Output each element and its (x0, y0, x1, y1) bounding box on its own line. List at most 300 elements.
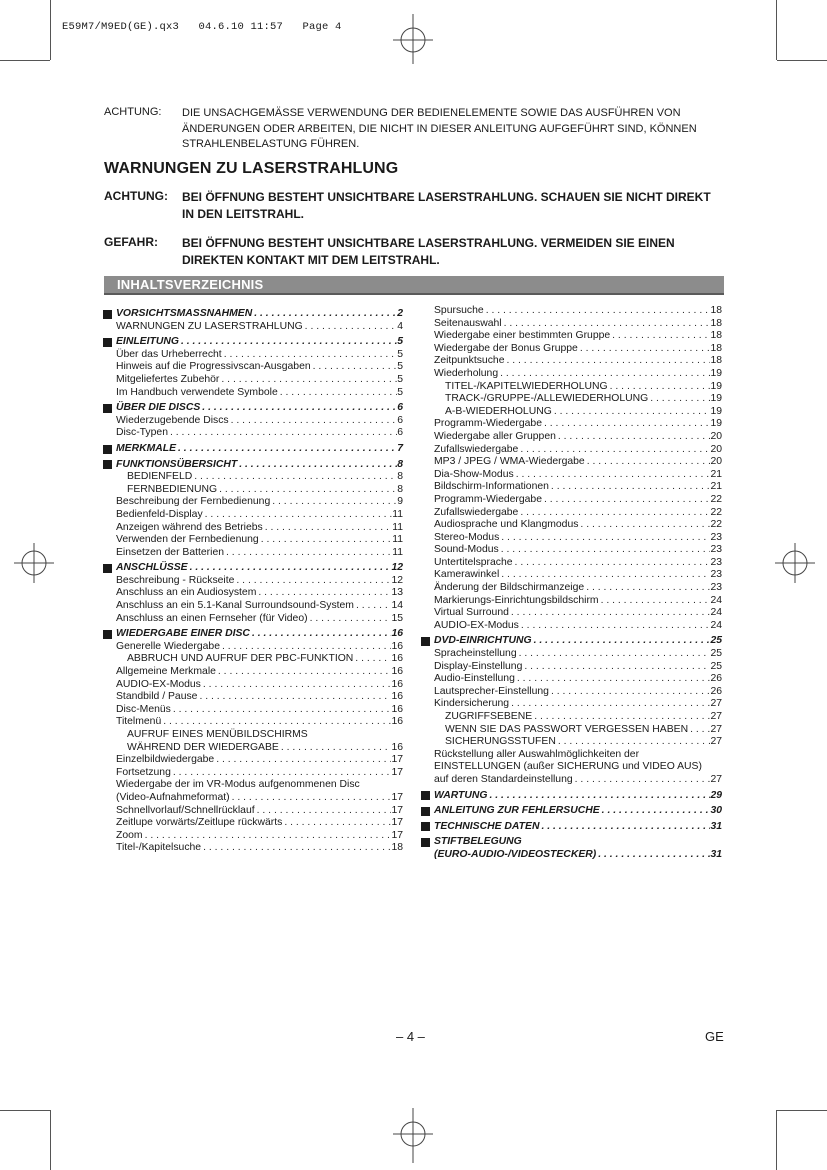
toc-entry-label: Generelle Wiedergabe (116, 640, 220, 652)
toc-entry (421, 507, 722, 520)
toc-entry-page: 17 (391, 829, 403, 841)
toc-entry-label: Im Handbuch verwendete Symbole (116, 386, 278, 398)
toc-entry (103, 349, 403, 362)
toc-section-entry (421, 635, 722, 648)
toc-entry-label: Verwenden der Fernbedienung (116, 534, 259, 546)
toc-entry (103, 575, 403, 588)
toc-entry-page: 22 (710, 519, 722, 531)
toc-entry-label: Standbild / Pause (116, 691, 198, 703)
toc-entry-page: 16 (391, 741, 403, 753)
toc-entry-page: 23 (710, 569, 722, 581)
toc-entry-label: Titelmenü (116, 716, 162, 728)
toc-entry (421, 569, 722, 582)
dot-leader (585, 456, 711, 469)
toc-entry (421, 698, 722, 711)
toc-entry (103, 691, 403, 704)
toc-entry-label: Zeitlupe vorwärts/Zeitlupe rückwärts (116, 817, 283, 829)
dot-leader (217, 484, 397, 497)
toc-entry-page: 16 (391, 691, 403, 703)
toc-entry-label: Wiederzugebende Discs (116, 414, 229, 426)
toc-entry-page: 20 (710, 456, 722, 468)
dot-leader (584, 582, 710, 595)
toc-entry-page: 5 (397, 386, 403, 398)
toc-entry-label: Dia-Show-Modus (434, 468, 514, 480)
toc-entry-label: FUNKTIONSÜBERSICHT (116, 458, 238, 470)
dot-leader (600, 805, 711, 818)
toc-entry-page: 6 (397, 402, 403, 414)
toc-entry-page: 29 (710, 789, 722, 801)
dot-leader (515, 673, 711, 686)
registration-mark-left (14, 543, 54, 583)
dot-leader (161, 716, 391, 729)
toc-entry-page: 24 (710, 619, 722, 631)
bullet-square-icon (103, 564, 112, 573)
toc-entry (421, 532, 722, 545)
dot-leader (608, 381, 711, 394)
toc-entry-label: WÄHREND DER WIEDERGABE (127, 741, 279, 753)
toc-entry-label: Seitenauswahl (434, 317, 502, 329)
toc-entry-page: 19 (710, 393, 722, 405)
dot-leader (578, 519, 710, 532)
toc-section-entry (103, 562, 403, 575)
toc-entry (103, 613, 403, 626)
toc-entry-label: Einsetzen der Batterien (116, 546, 225, 558)
dot-leader (282, 817, 391, 830)
dot-leader (279, 742, 392, 755)
dot-leader (532, 635, 711, 648)
toc-entry-label: Einzelbildwiedergabe (116, 754, 215, 766)
registration-mark-top (393, 14, 433, 64)
toc-entry-page: 25 (710, 648, 722, 660)
toc-section-entry (421, 836, 722, 849)
toc-entry (103, 587, 403, 600)
toc-entry (421, 648, 722, 661)
danger-label: GEFAHR: (104, 235, 158, 249)
toc-entry-label: Lautsprecher-Einstellung (434, 685, 549, 697)
toc-entry-page: 12 (391, 562, 403, 574)
dot-leader (578, 343, 711, 356)
dot-leader (542, 418, 710, 431)
toc-entry-label: Rückstellung aller Auswahlmöglichkeiten der (434, 748, 640, 760)
toc-entry-label: Beschreibung der Fernbedienung (116, 496, 271, 508)
dot-leader (552, 406, 711, 419)
toc-entry-label: ÜBER DIE DISCS (116, 402, 201, 414)
toc-entry (421, 368, 722, 381)
section-title: WARNUNGEN ZU LASERSTRAHLUNG (104, 160, 399, 177)
toc-entry-label: ZUGRIFFSEBENE (445, 711, 533, 722)
dot-leader (518, 444, 710, 457)
toc-entry-label: auf deren Standardeinstellung (434, 773, 573, 785)
dot-leader (203, 509, 393, 522)
dot-leader (610, 330, 710, 343)
toc-entry-label: Mitgeliefertes Zubehör (116, 373, 220, 385)
bullet-square-icon (421, 637, 430, 646)
dot-leader (542, 494, 710, 507)
toc-entry-page: 26 (710, 685, 722, 697)
toc-entry-page: 16 (391, 653, 403, 665)
dot-leader (222, 349, 398, 362)
toc-entry (421, 673, 722, 686)
toc-entry-page: 16 (391, 628, 403, 640)
dot-leader (171, 704, 392, 717)
toc-entry-page: 5 (397, 348, 403, 360)
toc-entry-page: 20 (710, 443, 722, 455)
toc-entry-page: 27 (710, 736, 722, 748)
toc-left-column (103, 305, 403, 855)
bullet-square-icon (103, 404, 112, 413)
dot-leader (171, 767, 392, 780)
toc-entry (421, 686, 722, 699)
toc-entry-page: 16 (391, 703, 403, 715)
toc-entry-label: SICHERUNGSSTUFEN (445, 736, 556, 748)
toc-entry-page: 21 (710, 468, 722, 480)
toc-entry-label: Wiedergabe der im VR-Modus aufgenommenen Disc (116, 779, 360, 791)
toc-entry-label: Sound-Modus (434, 544, 499, 556)
toc-entry (421, 761, 722, 774)
toc-entry-page: 19 (710, 380, 722, 392)
language-code: GE (705, 1029, 724, 1044)
toc-entry-page: 11 (392, 508, 403, 520)
dot-leader (224, 547, 392, 560)
dot-leader (556, 431, 711, 444)
toc-entry-label: Beschreibung - Rückseite (116, 574, 235, 586)
toc-banner (104, 276, 724, 295)
dot-leader (499, 569, 710, 582)
dot-leader (573, 774, 711, 787)
toc-entry (421, 620, 722, 633)
dot-leader (252, 308, 397, 321)
toc-entry-page: 12 (391, 574, 403, 586)
toc-entry (421, 381, 722, 394)
toc-entry-label: EINSTELLUNGEN (außer SICHERUNG und VIDEO AUS) (434, 761, 702, 773)
toc-entry (103, 792, 403, 805)
toc-entry-label: Hinweis auf die Progressivscan-Ausgaben (116, 361, 311, 373)
registration-mark-bottom (393, 1108, 433, 1163)
toc-entry (103, 767, 403, 780)
bullet-square-icon (103, 460, 112, 469)
toc-entry-label: Schnellvorlauf/Schnellrücklauf (116, 804, 255, 816)
toc-entry-page: 13 (391, 587, 403, 599)
toc-entry-label: DVD-EINRICHTUNG (434, 635, 532, 647)
toc-entry-label: Bildschirm-Informationen (434, 481, 549, 493)
toc-entry-page: 17 (391, 754, 403, 766)
dot-leader (688, 724, 710, 737)
toc-entry-page: 27 (710, 723, 722, 735)
toc-entry (103, 374, 403, 387)
toc-entry (421, 557, 722, 570)
toc-section-entry (421, 790, 722, 803)
dot-leader (549, 686, 710, 699)
toc-entry-page: 5 (397, 373, 403, 385)
toc-entry (103, 779, 403, 792)
toc-entry-page: 8 (397, 471, 403, 483)
toc-entry (421, 481, 722, 494)
dot-leader (256, 587, 391, 600)
crop-mark-top-right-h (777, 60, 827, 61)
dot-leader (499, 544, 711, 557)
notice-text: DIE UNSACHGEMÄSSE VERWENDUNG DER BEDIENELEMENTE SOWIE DAS AUSFÜHREN VON ÄNDERUNGEN ODER ARBEITEN, DIE NICHT IN DIESER ANLEITUNG AUFGEFÜHRT SIND, KÖNNEN STRAHLENBELASTUNG FÜHREN. (182, 107, 697, 150)
toc-entry-page: 19 (710, 405, 722, 417)
toc-entry-label: Audio-Einstellung (434, 673, 515, 685)
dot-leader (354, 600, 391, 613)
toc-entry-label: Über das Urheberrecht (116, 348, 222, 360)
dot-leader (201, 842, 391, 855)
toc-entry-label: WENN SIE DAS PASSWORT VERGESSEN HABEN (445, 723, 689, 735)
toc-entry-page: 18 (710, 355, 722, 367)
toc-entry-page: 11 (392, 546, 403, 558)
toc-entry (103, 484, 403, 497)
warning-text: BEI ÖFFNUNG BESTEHT UNSICHTBARE LASERSTRAHLUNG. SCHAUEN SIE NICHT DIREKT IN DEN LEITSTRAHL. (182, 190, 711, 221)
toc-section-entry (421, 805, 722, 818)
toc-section-entry (103, 336, 403, 349)
dot-leader (220, 641, 391, 654)
toc-entry (421, 305, 722, 318)
toc-section-entry (103, 628, 403, 641)
dot-leader (519, 620, 711, 633)
toc-entry (421, 318, 722, 331)
toc-entry-page: 8 (397, 458, 403, 470)
toc-entry (421, 393, 722, 406)
toc-entry (421, 343, 722, 356)
toc-entry-page: 7 (397, 442, 403, 454)
toc-entry-page: 23 (710, 544, 722, 556)
toc-entry-label: Wiedergabe aller Gruppen (434, 430, 556, 442)
crop-mark-bottom-left-v (50, 1110, 51, 1170)
dot-leader (263, 522, 392, 535)
toc-entry-label: Markierungs-Einrichtungsbildschirm (434, 594, 599, 606)
dot-leader (522, 661, 710, 674)
crop-mark-bottom-right-h (777, 1110, 827, 1111)
toc-entry-label: Zeitpunktsuche (434, 355, 505, 367)
dot-leader (648, 393, 710, 406)
toc-entry-page: 18 (710, 317, 722, 329)
toc-entry-label: Stereo-Modus (434, 531, 500, 543)
dot-leader (509, 698, 710, 711)
toc-entry-label: Bedienfeld-Display (116, 508, 203, 520)
toc-entry (103, 522, 403, 535)
toc-entry-label: Programm-Wiedergabe (434, 493, 542, 505)
toc-entry-page: 27 (710, 711, 722, 722)
toc-entry-label: Programm-Wiedergabe (434, 418, 542, 430)
toc-entry (103, 704, 403, 717)
toc-entry-page: 16 (391, 666, 403, 678)
dot-leader (259, 534, 393, 547)
dot-leader (216, 666, 392, 679)
toc-entry-page: 16 (391, 678, 403, 690)
dot-leader (303, 321, 398, 334)
toc-entry-label: (EURO-AUDIO-/VIDEOSTECKER) (434, 848, 597, 860)
toc-entry-page: 18 (710, 305, 722, 316)
toc-section-entry (421, 821, 722, 834)
toc-entry (103, 817, 403, 830)
toc-entry-label: WIEDERGABE EINER DISC (116, 628, 250, 640)
toc-entry-label: Virtual Surround (434, 607, 509, 619)
dot-leader (308, 613, 392, 626)
dot-leader (201, 679, 392, 692)
toc-entry-page: 18 (710, 342, 722, 354)
toc-entry-page: 20 (710, 430, 722, 442)
toc-entry (103, 641, 403, 654)
toc-entry (103, 547, 403, 560)
toc-entry (421, 330, 722, 343)
toc-title: INHALTSVERZEICHNIS (117, 277, 264, 292)
crop-mark-bottom-left-h (0, 1110, 50, 1111)
toc-entry (103, 830, 403, 843)
crop-mark-top-left-v (50, 0, 51, 60)
toc-entry (103, 842, 403, 855)
toc-section-entry (103, 402, 403, 415)
toc-entry (103, 496, 403, 509)
toc-entry (421, 607, 722, 620)
toc-entry (103, 471, 403, 484)
toc-right-column (421, 305, 722, 862)
toc-entry (421, 595, 722, 608)
toc-entry-page: 5 (397, 336, 403, 348)
toc-entry (103, 600, 403, 613)
toc-entry (421, 544, 722, 557)
bullet-square-icon (103, 338, 112, 347)
toc-entry-page: 23 (710, 531, 722, 543)
bullet-square-icon (103, 310, 112, 319)
toc-entry-page: 18 (391, 842, 403, 854)
toc-entry-label: Zufallswiedergabe (434, 506, 519, 518)
toc-entry (421, 749, 722, 762)
dot-leader (549, 481, 711, 494)
toc-entry-page: 25 (710, 660, 722, 672)
toc-entry-label: Zufallswiedergabe (434, 443, 519, 455)
bullet-square-icon (103, 445, 112, 454)
toc-entry-page: 19 (710, 418, 722, 430)
dot-leader (599, 595, 711, 608)
toc-entry-page: 11 (392, 521, 403, 533)
bullet-square-icon (421, 807, 430, 816)
toc-entry-label: TITEL-/KAPITELWIEDERHOLUNG (445, 380, 608, 392)
dot-leader (168, 427, 397, 440)
toc-entry-page: 30 (710, 805, 722, 817)
crop-mark-top-left-h (0, 60, 50, 61)
toc-section-entry (421, 849, 722, 862)
dot-leader (188, 562, 392, 575)
bullet-square-icon (103, 630, 112, 639)
toc-entry (421, 774, 722, 787)
toc-entry (103, 534, 403, 547)
toc-entry-label: Änderung der Bildschirmanzeige (434, 582, 585, 594)
dot-leader (539, 821, 710, 834)
toc-entry-label: TRACK-/GRUPPE-/ALLEWIEDERHOLUNG (445, 393, 649, 405)
toc-entry-page: 17 (391, 804, 403, 816)
toc-entry-label: Disc-Typen (116, 427, 168, 439)
toc-entry-page: 27 (710, 773, 722, 785)
toc-entry (103, 653, 403, 666)
toc-entry-label: Kindersicherung (434, 698, 510, 710)
toc-entry-page: 17 (391, 817, 403, 829)
toc-entry-page: 16 (391, 640, 403, 652)
toc-entry-label: Anschluss an einen Fernseher (für Video) (116, 612, 308, 624)
dot-leader (596, 849, 710, 862)
toc-entry-label: Disc-Menüs (116, 703, 171, 715)
dot-leader (504, 355, 710, 368)
toc-entry-label: TECHNISCHE DATEN (434, 820, 540, 832)
toc-entry-page: 21 (710, 481, 722, 493)
toc-entry-label: Wiedergabe der Bonus Gruppe (434, 342, 578, 354)
toc-entry (421, 519, 722, 532)
dot-leader (498, 368, 710, 381)
toc-entry-label: ABBRUCH UND AUFRUF DER PBC-FUNKTION (127, 653, 354, 665)
dot-leader (278, 387, 397, 400)
toc-section-entry (103, 459, 403, 472)
crop-mark-top-right-v (776, 0, 777, 60)
toc-entry-page: 11 (392, 534, 403, 546)
toc-entry-page: 17 (391, 766, 403, 778)
toc-entry-label: MP3 / JPEG / WMA-Wiedergabe (434, 456, 585, 468)
toc-entry (103, 361, 403, 374)
dot-leader (270, 496, 397, 509)
toc-entry-label: Zoom (116, 829, 143, 841)
toc-entry-page: 18 (710, 330, 722, 342)
dot-leader (250, 628, 392, 641)
toc-entry-label: WARNUNGEN ZU LASERSTRAHLUNG (116, 320, 303, 332)
toc-entry-page: 24 (710, 607, 722, 619)
toc-entry-page: 27 (710, 698, 722, 710)
dot-leader (230, 792, 392, 805)
dot-leader (197, 691, 391, 704)
toc-entry (103, 509, 403, 522)
toc-entry (421, 724, 722, 737)
toc-entry-label: Anzeigen während des Betriebs (116, 521, 263, 533)
toc-entry-label: Fortsetzung (116, 766, 171, 778)
toc-entry-label: Allgemeine Merkmale (116, 666, 216, 678)
toc-section-entry (103, 443, 403, 456)
toc-entry (103, 321, 403, 334)
toc-entry-page: 5 (397, 361, 403, 373)
dot-leader (176, 443, 397, 456)
dot-leader (518, 507, 710, 520)
toc-entry-label: AUFRUF EINES MENÜBILDSCHIRMS (127, 729, 308, 740)
page-number: – 4 – (396, 1029, 425, 1044)
toc-entry-label: Titel-/Kapitelsuche (116, 842, 202, 854)
toc-entry-label: FERNBEDIENUNG (127, 483, 218, 495)
toc-entry (421, 736, 722, 749)
toc-entry-label: Audiosprache und Klangmodus (434, 519, 579, 531)
toc-entry-page: 8 (397, 483, 403, 495)
dot-leader (255, 805, 392, 818)
dot-leader (499, 532, 710, 545)
toc-entry-label: WARTUNG (434, 789, 488, 801)
toc-entry-label: STIFTBELEGUNG (434, 836, 522, 848)
toc-entry-label: EINLEITUNG (116, 336, 179, 348)
toc-entry (421, 494, 722, 507)
toc-entry (421, 456, 722, 469)
toc-entry-page: 23 (710, 582, 722, 594)
toc-entry-page: 24 (710, 594, 722, 606)
bullet-square-icon (421, 791, 430, 800)
toc-entry (103, 805, 403, 818)
toc-entry-label: Anschluss an ein 5.1-Kanal Surroundsound-System (116, 600, 354, 612)
dot-leader (200, 402, 397, 415)
toc-entry-label: (Video-Aufnahmeformat) (116, 791, 230, 803)
toc-entry-page: 2 (397, 308, 403, 319)
dot-leader (143, 830, 392, 843)
toc-entry (421, 431, 722, 444)
toc-entry (103, 679, 403, 692)
toc-entry (421, 469, 722, 482)
dot-leader (229, 415, 398, 428)
bullet-square-icon (421, 838, 430, 847)
toc-entry-page: 15 (391, 612, 403, 624)
crop-mark-bottom-right-v (776, 1110, 777, 1170)
toc-entry (103, 742, 403, 755)
toc-entry-label: Spursuche (434, 305, 484, 316)
